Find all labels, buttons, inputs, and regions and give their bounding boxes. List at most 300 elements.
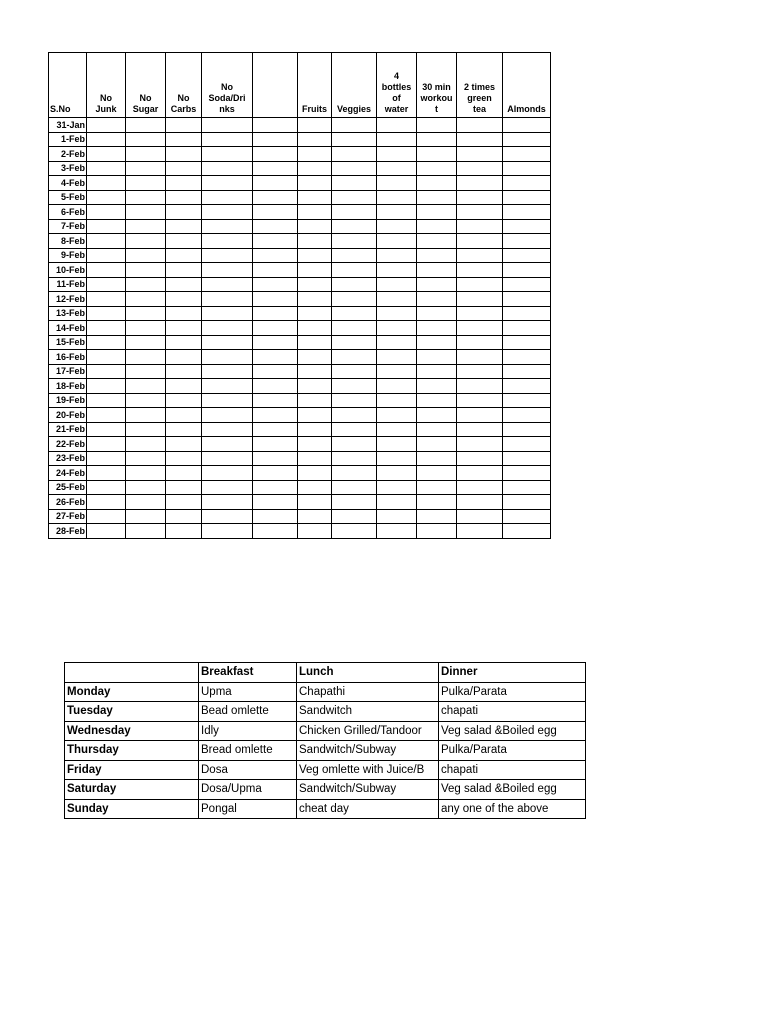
tracker-check-cell[interactable] <box>166 393 202 408</box>
tracker-check-cell[interactable] <box>253 176 298 191</box>
tracker-check-cell[interactable] <box>457 509 503 524</box>
tracker-check-cell[interactable] <box>202 408 253 423</box>
tracker-check-cell[interactable] <box>457 292 503 307</box>
tracker-check-cell[interactable] <box>87 277 126 292</box>
tracker-check-cell[interactable] <box>417 437 457 452</box>
tracker-check-cell[interactable] <box>332 437 377 452</box>
tracker-check-cell[interactable] <box>332 205 377 220</box>
tracker-check-cell[interactable] <box>332 219 377 234</box>
tracker-check-cell[interactable] <box>417 524 457 539</box>
tracker-check-cell[interactable] <box>253 495 298 510</box>
tracker-check-cell[interactable] <box>87 437 126 452</box>
tracker-check-cell[interactable] <box>126 292 166 307</box>
tracker-check-cell[interactable] <box>503 190 551 205</box>
tracker-check-cell[interactable] <box>87 234 126 249</box>
tracker-check-cell[interactable] <box>417 321 457 336</box>
tracker-check-cell[interactable] <box>166 219 202 234</box>
tracker-check-cell[interactable] <box>503 176 551 191</box>
tracker-check-cell[interactable] <box>332 393 377 408</box>
tracker-check-cell[interactable] <box>166 248 202 263</box>
tracker-check-cell[interactable] <box>457 234 503 249</box>
tracker-check-cell[interactable] <box>457 277 503 292</box>
tracker-check-cell[interactable] <box>87 524 126 539</box>
tracker-check-cell[interactable] <box>377 263 417 278</box>
tracker-check-cell[interactable] <box>417 118 457 133</box>
tracker-check-cell[interactable] <box>253 480 298 495</box>
tracker-check-cell[interactable] <box>503 118 551 133</box>
tracker-check-cell[interactable] <box>202 466 253 481</box>
tracker-check-cell[interactable] <box>377 306 417 321</box>
tracker-check-cell[interactable] <box>377 234 417 249</box>
tracker-check-cell[interactable] <box>253 466 298 481</box>
tracker-check-cell[interactable] <box>503 422 551 437</box>
tracker-check-cell[interactable] <box>377 509 417 524</box>
tracker-check-cell[interactable] <box>417 234 457 249</box>
tracker-check-cell[interactable] <box>457 466 503 481</box>
tracker-check-cell[interactable] <box>417 495 457 510</box>
tracker-check-cell[interactable] <box>202 437 253 452</box>
tracker-check-cell[interactable] <box>417 132 457 147</box>
tracker-check-cell[interactable] <box>457 219 503 234</box>
tracker-check-cell[interactable] <box>166 118 202 133</box>
tracker-check-cell[interactable] <box>126 379 166 394</box>
tracker-check-cell[interactable] <box>166 437 202 452</box>
tracker-check-cell[interactable] <box>87 393 126 408</box>
tracker-check-cell[interactable] <box>126 350 166 365</box>
tracker-check-cell[interactable] <box>298 437 332 452</box>
tracker-check-cell[interactable] <box>202 321 253 336</box>
tracker-check-cell[interactable] <box>298 306 332 321</box>
tracker-check-cell[interactable] <box>253 219 298 234</box>
tracker-check-cell[interactable] <box>332 190 377 205</box>
tracker-check-cell[interactable] <box>377 321 417 336</box>
tracker-check-cell[interactable] <box>332 466 377 481</box>
tracker-check-cell[interactable] <box>202 350 253 365</box>
tracker-check-cell[interactable] <box>126 451 166 466</box>
tracker-check-cell[interactable] <box>417 466 457 481</box>
tracker-check-cell[interactable] <box>202 234 253 249</box>
tracker-check-cell[interactable] <box>457 321 503 336</box>
tracker-check-cell[interactable] <box>202 451 253 466</box>
tracker-check-cell[interactable] <box>166 335 202 350</box>
tracker-check-cell[interactable] <box>332 480 377 495</box>
tracker-check-cell[interactable] <box>332 408 377 423</box>
tracker-check-cell[interactable] <box>298 393 332 408</box>
tracker-check-cell[interactable] <box>126 408 166 423</box>
tracker-check-cell[interactable] <box>126 205 166 220</box>
tracker-check-cell[interactable] <box>202 132 253 147</box>
tracker-check-cell[interactable] <box>332 524 377 539</box>
tracker-check-cell[interactable] <box>503 248 551 263</box>
tracker-check-cell[interactable] <box>166 205 202 220</box>
tracker-check-cell[interactable] <box>298 277 332 292</box>
tracker-check-cell[interactable] <box>87 161 126 176</box>
tracker-check-cell[interactable] <box>332 277 377 292</box>
tracker-check-cell[interactable] <box>298 161 332 176</box>
tracker-check-cell[interactable] <box>202 495 253 510</box>
tracker-check-cell[interactable] <box>332 176 377 191</box>
tracker-check-cell[interactable] <box>126 219 166 234</box>
tracker-check-cell[interactable] <box>202 118 253 133</box>
tracker-check-cell[interactable] <box>166 306 202 321</box>
tracker-check-cell[interactable] <box>417 205 457 220</box>
tracker-check-cell[interactable] <box>377 219 417 234</box>
tracker-check-cell[interactable] <box>332 422 377 437</box>
tracker-check-cell[interactable] <box>202 524 253 539</box>
tracker-check-cell[interactable] <box>87 379 126 394</box>
tracker-check-cell[interactable] <box>253 161 298 176</box>
tracker-check-cell[interactable] <box>417 248 457 263</box>
tracker-check-cell[interactable] <box>298 147 332 162</box>
tracker-check-cell[interactable] <box>503 466 551 481</box>
tracker-check-cell[interactable] <box>202 509 253 524</box>
tracker-check-cell[interactable] <box>298 190 332 205</box>
tracker-check-cell[interactable] <box>166 263 202 278</box>
tracker-check-cell[interactable] <box>87 263 126 278</box>
tracker-check-cell[interactable] <box>457 205 503 220</box>
tracker-check-cell[interactable] <box>298 364 332 379</box>
tracker-check-cell[interactable] <box>417 393 457 408</box>
tracker-check-cell[interactable] <box>253 292 298 307</box>
tracker-check-cell[interactable] <box>457 190 503 205</box>
tracker-check-cell[interactable] <box>126 132 166 147</box>
tracker-check-cell[interactable] <box>166 190 202 205</box>
tracker-check-cell[interactable] <box>126 393 166 408</box>
tracker-check-cell[interactable] <box>457 393 503 408</box>
tracker-check-cell[interactable] <box>377 292 417 307</box>
tracker-check-cell[interactable] <box>253 190 298 205</box>
tracker-check-cell[interactable] <box>87 350 126 365</box>
tracker-check-cell[interactable] <box>87 364 126 379</box>
tracker-check-cell[interactable] <box>298 350 332 365</box>
tracker-check-cell[interactable] <box>417 379 457 394</box>
tracker-check-cell[interactable] <box>377 248 417 263</box>
tracker-check-cell[interactable] <box>417 190 457 205</box>
tracker-check-cell[interactable] <box>253 277 298 292</box>
tracker-check-cell[interactable] <box>298 263 332 278</box>
tracker-check-cell[interactable] <box>377 495 417 510</box>
tracker-check-cell[interactable] <box>417 350 457 365</box>
tracker-check-cell[interactable] <box>332 495 377 510</box>
tracker-check-cell[interactable] <box>253 306 298 321</box>
tracker-check-cell[interactable] <box>377 161 417 176</box>
tracker-check-cell[interactable] <box>503 219 551 234</box>
tracker-check-cell[interactable] <box>202 306 253 321</box>
tracker-check-cell[interactable] <box>457 364 503 379</box>
tracker-check-cell[interactable] <box>87 466 126 481</box>
tracker-check-cell[interactable] <box>87 509 126 524</box>
tracker-check-cell[interactable] <box>377 408 417 423</box>
tracker-check-cell[interactable] <box>87 219 126 234</box>
tracker-check-cell[interactable] <box>298 234 332 249</box>
tracker-check-cell[interactable] <box>377 176 417 191</box>
tracker-check-cell[interactable] <box>332 263 377 278</box>
tracker-check-cell[interactable] <box>87 495 126 510</box>
tracker-check-cell[interactable] <box>253 205 298 220</box>
tracker-check-cell[interactable] <box>417 451 457 466</box>
tracker-check-cell[interactable] <box>87 118 126 133</box>
tracker-check-cell[interactable] <box>202 480 253 495</box>
tracker-check-cell[interactable] <box>202 393 253 408</box>
tracker-check-cell[interactable] <box>126 422 166 437</box>
tracker-check-cell[interactable] <box>87 205 126 220</box>
tracker-check-cell[interactable] <box>298 219 332 234</box>
tracker-check-cell[interactable] <box>166 451 202 466</box>
tracker-check-cell[interactable] <box>503 234 551 249</box>
tracker-check-cell[interactable] <box>126 495 166 510</box>
tracker-check-cell[interactable] <box>126 263 166 278</box>
tracker-check-cell[interactable] <box>377 147 417 162</box>
tracker-check-cell[interactable] <box>377 350 417 365</box>
tracker-check-cell[interactable] <box>332 234 377 249</box>
tracker-check-cell[interactable] <box>253 118 298 133</box>
tracker-check-cell[interactable] <box>126 147 166 162</box>
tracker-check-cell[interactable] <box>298 132 332 147</box>
tracker-check-cell[interactable] <box>298 408 332 423</box>
tracker-check-cell[interactable] <box>457 480 503 495</box>
tracker-check-cell[interactable] <box>503 263 551 278</box>
tracker-check-cell[interactable] <box>417 263 457 278</box>
tracker-check-cell[interactable] <box>503 306 551 321</box>
tracker-check-cell[interactable] <box>126 466 166 481</box>
tracker-check-cell[interactable] <box>298 292 332 307</box>
tracker-check-cell[interactable] <box>457 495 503 510</box>
tracker-check-cell[interactable] <box>166 350 202 365</box>
tracker-check-cell[interactable] <box>457 132 503 147</box>
tracker-check-cell[interactable] <box>298 524 332 539</box>
tracker-check-cell[interactable] <box>332 147 377 162</box>
tracker-check-cell[interactable] <box>166 161 202 176</box>
tracker-check-cell[interactable] <box>126 190 166 205</box>
tracker-check-cell[interactable] <box>253 248 298 263</box>
tracker-check-cell[interactable] <box>332 132 377 147</box>
tracker-check-cell[interactable] <box>503 292 551 307</box>
tracker-check-cell[interactable] <box>503 205 551 220</box>
tracker-check-cell[interactable] <box>377 379 417 394</box>
tracker-check-cell[interactable] <box>166 292 202 307</box>
tracker-check-cell[interactable] <box>298 509 332 524</box>
tracker-check-cell[interactable] <box>503 480 551 495</box>
tracker-check-cell[interactable] <box>417 176 457 191</box>
tracker-check-cell[interactable] <box>166 422 202 437</box>
tracker-check-cell[interactable] <box>457 248 503 263</box>
tracker-check-cell[interactable] <box>417 480 457 495</box>
tracker-check-cell[interactable] <box>253 234 298 249</box>
tracker-check-cell[interactable] <box>332 292 377 307</box>
tracker-check-cell[interactable] <box>377 480 417 495</box>
tracker-check-cell[interactable] <box>202 292 253 307</box>
tracker-check-cell[interactable] <box>377 451 417 466</box>
tracker-check-cell[interactable] <box>332 161 377 176</box>
tracker-check-cell[interactable] <box>417 277 457 292</box>
tracker-check-cell[interactable] <box>253 350 298 365</box>
tracker-check-cell[interactable] <box>457 176 503 191</box>
tracker-check-cell[interactable] <box>126 321 166 336</box>
tracker-check-cell[interactable] <box>253 451 298 466</box>
tracker-check-cell[interactable] <box>253 364 298 379</box>
tracker-check-cell[interactable] <box>503 495 551 510</box>
tracker-check-cell[interactable] <box>503 335 551 350</box>
tracker-check-cell[interactable] <box>253 509 298 524</box>
tracker-check-cell[interactable] <box>202 205 253 220</box>
tracker-check-cell[interactable] <box>503 364 551 379</box>
tracker-check-cell[interactable] <box>166 408 202 423</box>
tracker-check-cell[interactable] <box>87 306 126 321</box>
tracker-check-cell[interactable] <box>126 161 166 176</box>
tracker-check-cell[interactable] <box>457 147 503 162</box>
tracker-check-cell[interactable] <box>457 437 503 452</box>
tracker-check-cell[interactable] <box>377 132 417 147</box>
tracker-check-cell[interactable] <box>377 437 417 452</box>
tracker-check-cell[interactable] <box>377 205 417 220</box>
tracker-check-cell[interactable] <box>202 219 253 234</box>
tracker-check-cell[interactable] <box>298 205 332 220</box>
tracker-check-cell[interactable] <box>332 350 377 365</box>
tracker-check-cell[interactable] <box>202 422 253 437</box>
tracker-check-cell[interactable] <box>332 306 377 321</box>
tracker-check-cell[interactable] <box>87 176 126 191</box>
tracker-check-cell[interactable] <box>202 147 253 162</box>
tracker-check-cell[interactable] <box>503 132 551 147</box>
tracker-check-cell[interactable] <box>202 161 253 176</box>
tracker-check-cell[interactable] <box>417 364 457 379</box>
tracker-check-cell[interactable] <box>126 524 166 539</box>
tracker-check-cell[interactable] <box>332 364 377 379</box>
tracker-check-cell[interactable] <box>126 437 166 452</box>
tracker-check-cell[interactable] <box>457 451 503 466</box>
tracker-check-cell[interactable] <box>166 321 202 336</box>
tracker-check-cell[interactable] <box>253 321 298 336</box>
tracker-check-cell[interactable] <box>202 335 253 350</box>
tracker-check-cell[interactable] <box>332 118 377 133</box>
tracker-check-cell[interactable] <box>298 248 332 263</box>
tracker-check-cell[interactable] <box>377 466 417 481</box>
tracker-check-cell[interactable] <box>87 335 126 350</box>
tracker-check-cell[interactable] <box>457 161 503 176</box>
tracker-check-cell[interactable] <box>417 335 457 350</box>
tracker-check-cell[interactable] <box>503 161 551 176</box>
tracker-check-cell[interactable] <box>417 408 457 423</box>
tracker-check-cell[interactable] <box>202 379 253 394</box>
tracker-check-cell[interactable] <box>457 306 503 321</box>
tracker-check-cell[interactable] <box>457 350 503 365</box>
tracker-check-cell[interactable] <box>503 277 551 292</box>
tracker-check-cell[interactable] <box>126 364 166 379</box>
tracker-check-cell[interactable] <box>503 524 551 539</box>
tracker-check-cell[interactable] <box>87 422 126 437</box>
tracker-check-cell[interactable] <box>457 422 503 437</box>
tracker-check-cell[interactable] <box>417 292 457 307</box>
tracker-check-cell[interactable] <box>166 277 202 292</box>
tracker-check-cell[interactable] <box>417 422 457 437</box>
tracker-check-cell[interactable] <box>166 495 202 510</box>
tracker-check-cell[interactable] <box>126 335 166 350</box>
tracker-check-cell[interactable] <box>166 147 202 162</box>
tracker-check-cell[interactable] <box>298 118 332 133</box>
tracker-check-cell[interactable] <box>253 524 298 539</box>
tracker-check-cell[interactable] <box>87 147 126 162</box>
tracker-check-cell[interactable] <box>166 466 202 481</box>
tracker-check-cell[interactable] <box>126 509 166 524</box>
tracker-check-cell[interactable] <box>503 147 551 162</box>
tracker-check-cell[interactable] <box>87 292 126 307</box>
tracker-check-cell[interactable] <box>253 437 298 452</box>
tracker-check-cell[interactable] <box>202 176 253 191</box>
tracker-check-cell[interactable] <box>126 277 166 292</box>
tracker-check-cell[interactable] <box>503 408 551 423</box>
tracker-check-cell[interactable] <box>377 118 417 133</box>
tracker-check-cell[interactable] <box>126 176 166 191</box>
tracker-check-cell[interactable] <box>253 147 298 162</box>
tracker-check-cell[interactable] <box>332 335 377 350</box>
tracker-check-cell[interactable] <box>417 161 457 176</box>
tracker-check-cell[interactable] <box>417 147 457 162</box>
tracker-check-cell[interactable] <box>166 176 202 191</box>
tracker-check-cell[interactable] <box>166 234 202 249</box>
tracker-check-cell[interactable] <box>87 321 126 336</box>
tracker-check-cell[interactable] <box>377 277 417 292</box>
tracker-check-cell[interactable] <box>202 248 253 263</box>
tracker-check-cell[interactable] <box>253 393 298 408</box>
tracker-check-cell[interactable] <box>457 118 503 133</box>
tracker-check-cell[interactable] <box>377 190 417 205</box>
tracker-check-cell[interactable] <box>166 132 202 147</box>
tracker-check-cell[interactable] <box>298 466 332 481</box>
tracker-check-cell[interactable] <box>202 190 253 205</box>
tracker-check-cell[interactable] <box>166 524 202 539</box>
tracker-check-cell[interactable] <box>166 480 202 495</box>
tracker-check-cell[interactable] <box>298 422 332 437</box>
tracker-check-cell[interactable] <box>87 248 126 263</box>
tracker-check-cell[interactable] <box>298 379 332 394</box>
tracker-check-cell[interactable] <box>298 495 332 510</box>
tracker-check-cell[interactable] <box>126 248 166 263</box>
tracker-check-cell[interactable] <box>166 364 202 379</box>
tracker-check-cell[interactable] <box>503 321 551 336</box>
tracker-check-cell[interactable] <box>417 306 457 321</box>
tracker-check-cell[interactable] <box>457 379 503 394</box>
tracker-check-cell[interactable] <box>298 451 332 466</box>
tracker-check-cell[interactable] <box>503 437 551 452</box>
tracker-check-cell[interactable] <box>332 379 377 394</box>
tracker-check-cell[interactable] <box>253 379 298 394</box>
tracker-check-cell[interactable] <box>87 190 126 205</box>
tracker-check-cell[interactable] <box>457 408 503 423</box>
tracker-check-cell[interactable] <box>202 277 253 292</box>
tracker-check-cell[interactable] <box>377 364 417 379</box>
tracker-check-cell[interactable] <box>332 248 377 263</box>
tracker-check-cell[interactable] <box>457 263 503 278</box>
tracker-check-cell[interactable] <box>253 408 298 423</box>
tracker-check-cell[interactable] <box>377 422 417 437</box>
tracker-check-cell[interactable] <box>202 364 253 379</box>
tracker-check-cell[interactable] <box>253 335 298 350</box>
tracker-check-cell[interactable] <box>253 422 298 437</box>
tracker-check-cell[interactable] <box>417 219 457 234</box>
tracker-check-cell[interactable] <box>298 321 332 336</box>
tracker-check-cell[interactable] <box>126 118 166 133</box>
tracker-check-cell[interactable] <box>457 524 503 539</box>
tracker-check-cell[interactable] <box>503 451 551 466</box>
tracker-check-cell[interactable] <box>457 335 503 350</box>
tracker-check-cell[interactable] <box>87 480 126 495</box>
tracker-check-cell[interactable] <box>503 350 551 365</box>
tracker-check-cell[interactable] <box>332 509 377 524</box>
tracker-check-cell[interactable] <box>253 132 298 147</box>
tracker-check-cell[interactable] <box>166 509 202 524</box>
tracker-check-cell[interactable] <box>126 234 166 249</box>
tracker-check-cell[interactable] <box>417 509 457 524</box>
